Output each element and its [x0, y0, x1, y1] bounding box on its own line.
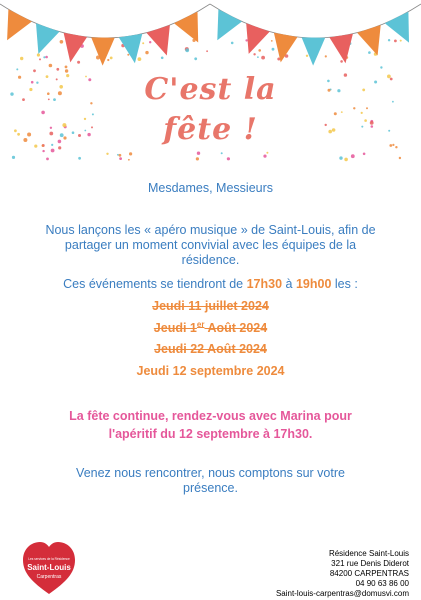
garland-string — [210, 4, 421, 38]
confetti-dot — [266, 152, 268, 154]
confetti-dot — [368, 51, 371, 54]
confetti-dot — [106, 153, 108, 155]
confetti-dot — [344, 158, 348, 162]
date-item-cancelled: Jeudi 22 Août 2024 — [154, 342, 267, 356]
date-label: Jeudi 1er Août 2024 — [153, 320, 268, 336]
page-title-line2: fête ! — [163, 112, 258, 147]
confetti-dot — [145, 51, 148, 54]
confetti-dot — [60, 40, 64, 44]
confetti-dot — [351, 154, 355, 158]
bunting-flag — [274, 33, 298, 63]
bunting-flag — [146, 25, 170, 56]
address-street: 321 rue Denis Diderot — [331, 559, 409, 568]
confetti-dot — [353, 107, 355, 109]
confetti-dot — [16, 68, 18, 70]
confetti-dot — [107, 59, 109, 61]
address-phone: 04 90 63 86 00 — [355, 579, 409, 588]
confetti-dot — [263, 155, 266, 158]
page-title-line1: C'est la — [144, 72, 277, 107]
address-city: 84200 CARPENTRAS — [329, 569, 409, 578]
confetti-dot — [119, 157, 122, 160]
confetti-dot — [206, 50, 208, 52]
bunting-flag — [357, 25, 381, 56]
confetti-dot — [129, 152, 132, 155]
schedule-suffix: les : — [331, 277, 358, 291]
bunting-flag — [246, 23, 270, 54]
greeting: Mesdames, Messieurs — [147, 181, 274, 195]
confetti-dot — [399, 157, 401, 159]
confetti-dot — [65, 66, 68, 69]
confetti-dot — [43, 56, 45, 58]
confetti-dot — [149, 41, 151, 43]
bunting-flag — [302, 37, 326, 65]
date-item-cancelled — [0, 320, 421, 335]
confetti-dot — [194, 57, 197, 60]
logo-name: Saint-Louis — [27, 563, 71, 572]
confetti-dot — [119, 154, 122, 157]
confetti-dot — [253, 53, 255, 55]
confetti-dot — [197, 152, 200, 155]
bunting-flag — [64, 33, 88, 63]
confetti-dot — [340, 60, 343, 63]
confetti-dot — [45, 56, 48, 59]
confetti-dot — [261, 56, 265, 60]
confetti-dot — [325, 55, 327, 57]
confetti-dot — [257, 56, 259, 58]
confetti-dot — [258, 49, 261, 52]
confetti-dot — [12, 156, 15, 159]
address-name: Résidence Saint-Louis — [328, 549, 409, 558]
confetti-dot — [231, 42, 234, 45]
confetti-dot — [20, 57, 23, 60]
confetti-dot — [128, 159, 130, 161]
schedule-start-time: 17h30 — [246, 277, 283, 291]
bunting-flag — [385, 12, 409, 43]
confetti-dot — [142, 42, 144, 44]
confetti-dot — [161, 57, 164, 60]
confetti-dot — [380, 66, 382, 68]
confetti-dot — [196, 157, 199, 160]
residence-logo — [22, 540, 76, 596]
confetti-dot — [227, 157, 230, 160]
confetti-dot — [221, 152, 223, 154]
schedule-connector: à — [282, 277, 296, 291]
confetti-dot — [388, 39, 390, 41]
continuation-line2: l'apéritif du 12 septembre à 17h30. — [108, 427, 313, 441]
confetti-dot — [245, 39, 247, 41]
confetti-dot — [185, 48, 189, 52]
bunting-flag — [174, 12, 198, 43]
closing-paragraph: Venez nous rencontrer, nous comptons sur votre présence. — [76, 466, 345, 495]
confetti-dot — [56, 68, 59, 71]
address-email[interactable]: Saint-louis-carpentras@domusvi.com — [275, 589, 409, 598]
logo-city: Carpentras — [36, 574, 62, 580]
confetti-dot — [77, 61, 80, 64]
continuation-line1: La fête continue, rendez-vous avec Marina pour — [69, 409, 352, 423]
schedule-end-time: 19h00 — [295, 277, 332, 291]
confetti-dot — [366, 107, 368, 109]
confetti-dot — [272, 48, 275, 51]
schedule-line — [40, 277, 381, 292]
confetti-dot — [306, 55, 308, 57]
address-block — [276, 549, 409, 599]
ordinal-suffix: er — [196, 320, 205, 329]
bunting-flag — [329, 34, 353, 64]
confetti-dot — [78, 157, 81, 160]
confetti-dot — [138, 57, 142, 61]
bunting-flag — [91, 37, 115, 65]
bunting-flag — [7, 9, 32, 40]
confetti-dot — [39, 58, 41, 60]
date-item-active: Jeudi 12 septembre 2024 — [136, 364, 285, 378]
schedule-prefix: Ces événements se tiendront de — [63, 277, 247, 291]
confetti-dot — [363, 153, 366, 156]
date-item-cancelled: Jeudi 11 juillet 2024 — [152, 299, 269, 313]
confetti-dot — [339, 156, 342, 159]
confetti-dot — [127, 54, 129, 56]
confetti-dot — [394, 40, 397, 43]
logo-small-text: Les services de la Résidence — [28, 557, 70, 561]
confetti-dot — [110, 57, 113, 60]
confetti-dot — [46, 158, 49, 161]
confetti-dot — [51, 149, 55, 153]
confetti-dot — [400, 40, 402, 42]
bunting-flag — [36, 23, 60, 54]
bunting-flag — [217, 9, 242, 40]
confetti-dot — [49, 64, 53, 68]
confetti-dot — [271, 40, 273, 42]
confetti-dot — [42, 150, 44, 152]
intro-paragraph: Nous lançons les « apéro musique » de Saint-Louis, afin de partager un moment convivial avec les équipes de la résidence. — [45, 223, 376, 267]
garland-string — [0, 4, 210, 38]
